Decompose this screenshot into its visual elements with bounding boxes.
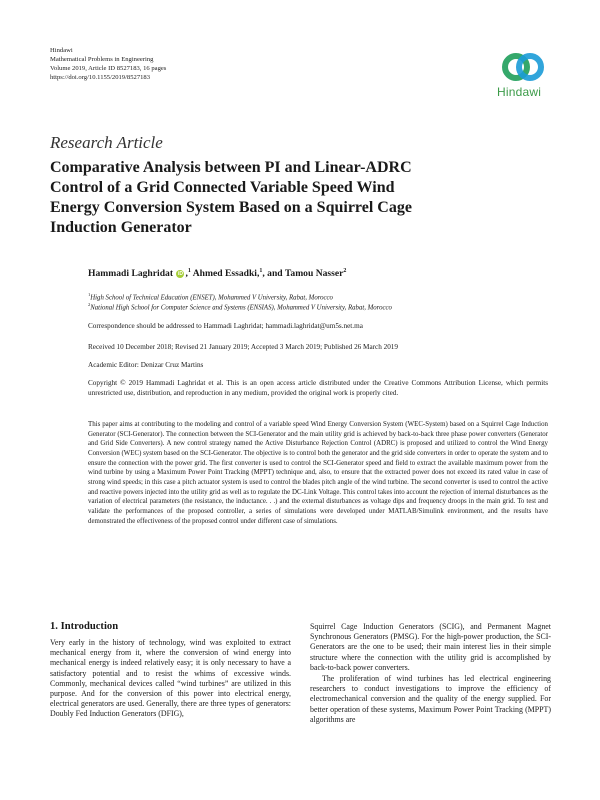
hindawi-logo-word: Hindawi	[497, 85, 542, 99]
affiliation-text: High School of Technical Education (ENSET), Mohammed V University, Rabat, Morocco	[90, 294, 333, 302]
hindawi-logo-icon	[501, 50, 545, 84]
author-name: Hammadi Laghridat	[88, 268, 174, 280]
body-paragraph: The proliferation of wind turbines has led electrical engineering researchers to conduct investigations to improve the efficiency of electromechanical conversion and the quality of the energy supplied. For better operation of these systems, Maximum Power Point Tracking (MPPT) algorithms are	[310, 674, 551, 724]
title-line: Comparative Analysis between PI and Linear-ADRC	[50, 159, 412, 176]
section-heading: 1. Introduction	[50, 621, 119, 632]
journal-name: Mathematical Problems in Engineering	[50, 56, 154, 63]
body-paragraph: Squirrel Cage Induction Generators (SCIG), and Permanent Magnet Synchronous Generators (PMSG). For the high-power production, the SCI-Generators are the one to be used; their main interest lies in their simple structure where the connection with the utility grid is accomplished by back-to-back power converters.	[310, 622, 551, 672]
author-name: Tamou Nasser	[284, 268, 344, 280]
affiliation-text: National High School for Computer Science and Systems (ENSIAS), Mohammed V University, Rabat, Morocco	[90, 304, 392, 312]
affiliation-marker: 1	[259, 268, 263, 274]
title-line: Induction Generator	[50, 219, 192, 236]
left-column	[50, 638, 291, 720]
title-line: Control of a Grid Connected Variable Speed Wind	[50, 179, 395, 196]
orcid-icon[interactable]: iD	[177, 270, 183, 277]
author-list	[88, 268, 346, 279]
volume-line: Volume 2019, Article ID 8527183, 16 pages	[50, 65, 167, 72]
body-paragraph: Very early in the history of technology, wind was exploited to extract mechanical energy from it, where the conversion of wind energy into mechanical energy is indeed relatively easy; it is only necessary to have a satisfactory potential and to resist the whims of excessive winds. Commonly, mechanical devices called “wind turbines” are utilized in this purpose. And for the conversion of this power into electrical energy, electrical generators are used. Generally, there are three types of generators: Doubly Fed Induction Generators (DFIG),	[50, 638, 291, 719]
affiliation	[88, 302, 392, 311]
article-type: Research Article	[50, 133, 163, 152]
author-separator: ,	[256, 268, 260, 280]
academic-editor: Academic Editor: Denizar Cruz Martins	[88, 361, 204, 369]
right-column	[310, 622, 551, 725]
hindawi-logo	[497, 50, 553, 99]
affiliation-number: 1	[88, 292, 91, 297]
affiliation	[88, 292, 333, 301]
affiliation-number: 2	[88, 302, 91, 307]
author-separator: , and	[262, 268, 283, 280]
title-line: Energy Conversion System Based on a Squirrel Cage	[50, 199, 412, 216]
publisher-name: Hindawi	[50, 47, 73, 54]
author-separator: ,	[185, 268, 188, 280]
affiliation-marker: 1	[187, 268, 191, 274]
journal-info	[50, 46, 166, 82]
article-title	[50, 158, 470, 238]
correspondence: Correspondence should be addressed to Hammadi Laghridat; hammadi.laghridat@um5s.net.ma	[88, 322, 363, 330]
article-dates: Received 10 December 2018; Revised 21 January 2019; Accepted 3 March 2019; Published 26 March 2019	[88, 343, 398, 351]
affiliation-marker: 2	[343, 268, 347, 274]
abstract: This paper aims at contributing to the modeling and control of a variable speed Wind Energy Conversion System (WEC-System) based on a Squirrel Cage Induction Generator (SCI-Generator). The connection between the SCI-Generator and the main utility grid is achieved by back-to-back three phase power converters (Generator and Grid Side Converters). A new control strategy named the Active Disturbance Rejection Control (ADRC) is proposed and utilized to control the Wind Energy Conversion (WEC) system based on the SCI-Generator. The objective is to control both the generator and the grid side converters in order to operate the system and to ensure the connection with the power grid. The first converter is used to control the SCI-Generator speed and field to extract the available maximum power from the wind turbine by using a Maximum Power Point Tracking (MPPT) technique and, also, to ensure that the extracted power does not exceed its rated value in case of strong wind speeds; in this case a pitch actuator system is used to control the blades pitch angle of the wind turbine. The second converter is used to control the active and reactive powers injected into the utility grid as well as to regulate the DC-Link Voltage. This control takes into account the rejection of internal disturbances as the variation of electrical parameters (the resistance, the inductance. . .) and the external disturbances as voltage dips and frequency droops in the main grid. To test and validate the performances of the proposed controller, a series of simulations were developed under MATLAB/Simulink environment, and the results have demonstrated the effectiveness of the proposed control under different case of simulations.	[88, 421, 548, 525]
author-name: Ahmed Essadki	[192, 268, 257, 280]
doi-link[interactable]: https://doi.org/10.1155/2019/8527183	[50, 74, 151, 81]
copyright-notice: Copyright © 2019 Hammadi Laghridat et al. This is an open access article distributed under the Creative Commons Attribution License, which permits unrestricted use, distribution, and reproduction in any medium, provided the original work is properly cited.	[88, 379, 548, 397]
